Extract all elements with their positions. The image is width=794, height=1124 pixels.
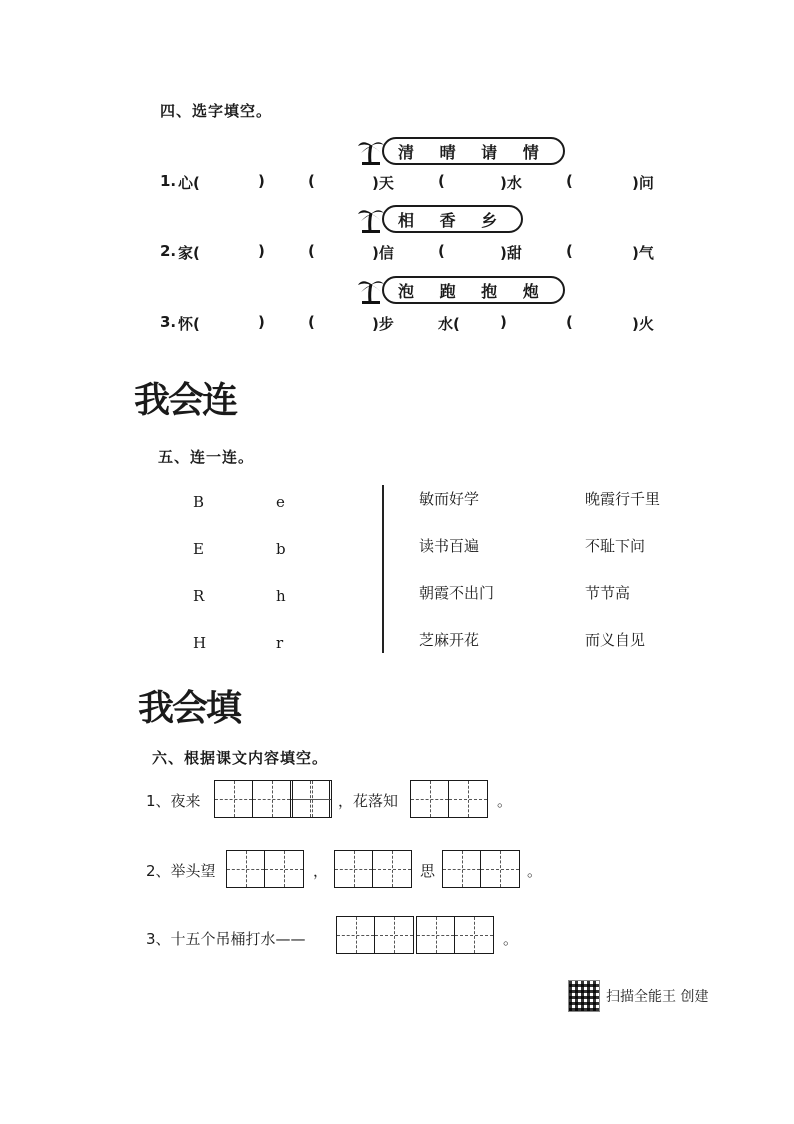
- section5-title: 五、连一连。: [158, 448, 255, 466]
- idiom-left: 芝麻开花: [419, 631, 480, 649]
- blank-suffix: )天: [372, 174, 394, 192]
- idiom-right: 而义自见: [585, 631, 646, 649]
- fill-line-1-end: 。: [497, 792, 513, 810]
- blank-suffix: ): [258, 242, 265, 260]
- blank-suffix: )气: [632, 244, 654, 262]
- watermark-text: 扫描全能王 创建: [606, 989, 709, 1005]
- char-grid[interactable]: [336, 916, 414, 954]
- blank-prefix: (: [308, 242, 315, 260]
- blank-prefix: (: [438, 242, 445, 260]
- word-bank-1: [356, 137, 565, 165]
- blank-prefix: (: [566, 172, 573, 190]
- letter-right: b: [276, 540, 286, 558]
- word-bank-box: 泡 跑 抱 炮: [382, 276, 565, 304]
- char-grid[interactable]: [334, 850, 412, 888]
- idiom-right: 不耻下问: [585, 537, 646, 555]
- letter-right: e: [276, 493, 285, 511]
- word-bank-box: 相 香 乡: [382, 205, 523, 233]
- letter-left: H: [193, 634, 207, 652]
- comma: ，: [313, 862, 329, 880]
- char-grid[interactable]: [442, 850, 520, 888]
- word-bank-2: [356, 205, 523, 233]
- blank-prefix: 心(: [178, 174, 200, 192]
- column-divider: [382, 485, 384, 653]
- blank-suffix: )步: [372, 315, 394, 333]
- fill-line-2-prefix: 2、举头望: [146, 862, 216, 880]
- letter-left: B: [193, 493, 205, 511]
- blank-prefix: 水(: [438, 315, 460, 333]
- blank-suffix: ): [258, 172, 265, 190]
- fill-row-1: [160, 172, 720, 194]
- row-number: 2.: [160, 242, 177, 260]
- fill-line-2-middle: 思: [420, 862, 436, 880]
- fill-line-2-end: 。: [527, 862, 543, 880]
- word-bank-box: 清 晴 请 情: [382, 137, 565, 165]
- idiom-right: 节节高: [585, 584, 631, 602]
- section6-title: 六、根据课文内容填空。: [152, 749, 329, 767]
- blank-suffix: )甜: [500, 244, 522, 262]
- fill-line-1-middle: ，花落知: [338, 792, 399, 810]
- fill-row-2: [160, 242, 720, 264]
- char-grid[interactable]: [416, 916, 494, 954]
- letter-left: E: [193, 540, 204, 558]
- letter-right: r: [276, 634, 284, 652]
- blank-suffix: )水: [500, 174, 522, 192]
- blank-prefix: 怀(: [178, 315, 200, 333]
- section4-title: 四、选字填空。: [160, 102, 273, 120]
- qr-code-icon: [568, 980, 600, 1012]
- scanner-watermark: [568, 980, 708, 1012]
- blank-prefix: (: [566, 242, 573, 260]
- idiom-left: 读书百遍: [419, 537, 480, 555]
- fill-line-1-prefix: 1、夜来: [146, 792, 201, 810]
- blank-suffix: ): [258, 313, 265, 331]
- heading-connect: 我会连: [134, 379, 237, 421]
- blank-suffix: ): [500, 313, 507, 331]
- word-bank-3: [356, 276, 565, 304]
- blank-suffix: )信: [372, 244, 394, 262]
- blank-prefix: 家(: [178, 244, 200, 262]
- letter-right: h: [276, 587, 286, 605]
- fill-line-3-prefix: 3、十五个吊桶打水——: [146, 930, 306, 948]
- letter-left: R: [193, 587, 205, 605]
- char-grid[interactable]: [292, 780, 332, 818]
- blank-prefix: (: [438, 172, 445, 190]
- row-number: 1.: [160, 172, 177, 190]
- char-grid[interactable]: [410, 780, 488, 818]
- idiom-right: 晚霞行千里: [585, 490, 661, 508]
- row-number: 3.: [160, 313, 177, 331]
- idiom-left: 敏而好学: [419, 490, 480, 508]
- idiom-left: 朝霞不出门: [419, 584, 495, 602]
- fill-row-3: [160, 313, 720, 335]
- char-grid[interactable]: [226, 850, 304, 888]
- blank-prefix: (: [308, 172, 315, 190]
- blank-prefix: (: [566, 313, 573, 331]
- blank-suffix: )问: [632, 174, 654, 192]
- blank-prefix: (: [308, 313, 315, 331]
- fill-line-3-end: 。: [503, 930, 519, 948]
- blank-suffix: )火: [632, 315, 654, 333]
- heading-fill: 我会填: [138, 687, 241, 729]
